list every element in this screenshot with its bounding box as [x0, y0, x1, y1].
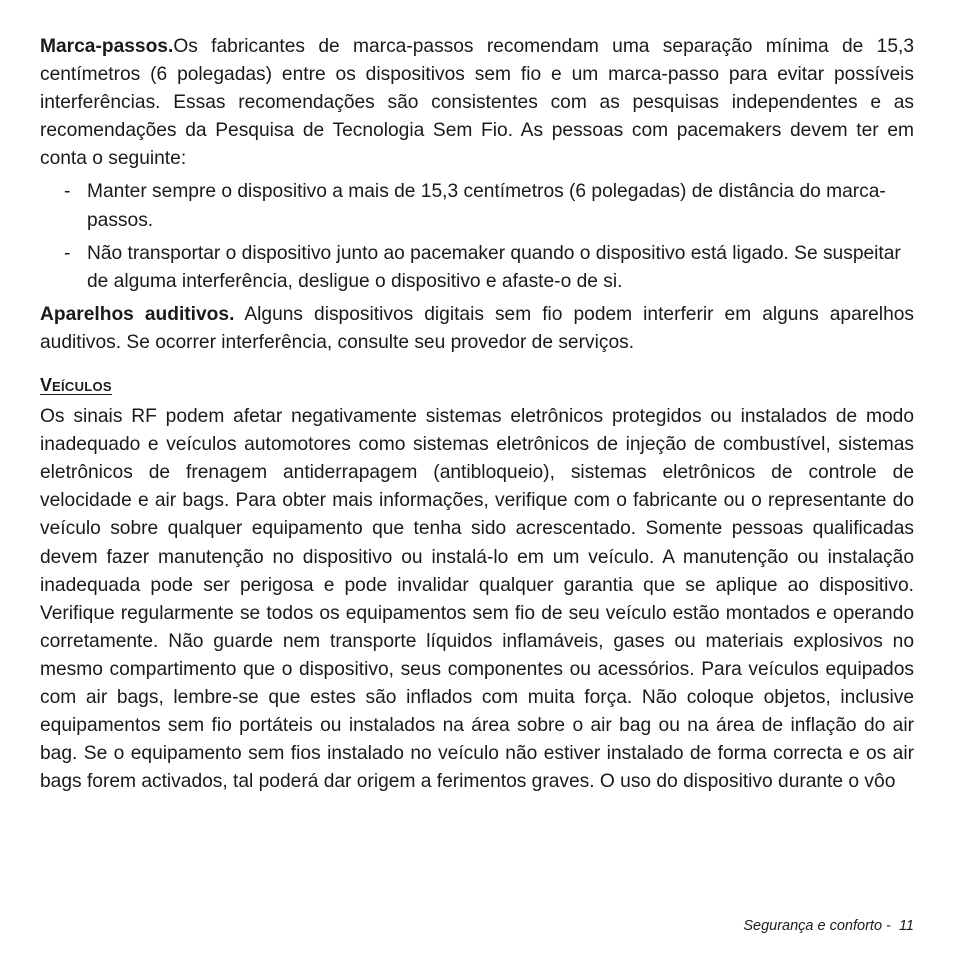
hearing-aids-paragraph — [40, 301, 914, 357]
list-item — [40, 240, 914, 296]
hearing-aids-text: Alguns dispositivos digitais sem fio podem interferir em alguns aparelhos auditivos. Se ocorrer interferência, consulte seu provedor de serviços. — [40, 303, 915, 353]
list-dash: - — [64, 242, 71, 264]
pacemakers-paragraph — [40, 33, 914, 173]
list-item-text: Não transportar o dispositivo junto ao pacemaker quando o dispositivo está ligado. Se suspeitar de alguma interferência, desligue o dispositivo e afaste-o de si. — [87, 242, 901, 292]
vehicles-paragraph: Os sinais RF podem afetar negativamente sistemas eletrônicos protegidos ou instalados de modo inadequado e veículos automotores como sistemas eletrônicos de injeção de combustível, sistemas eletrônicos de frenagem antiderrapagem (antibloqueio), sistemas eletrônicos de controle de velocidade e air bags. Para obter mais informações, verifique com o fabricante ou o representante do veículo sobre qualquer equipamento que tenha sido acrescentado. Somente pessoas qualificadas devem fazer manutenção no dispositivo ou instalá-lo em um veículo. A manutenção ou instalação inadequada pode ser perigosa e pode invalidar qualquer garantia que se aplique ao dispositivo. Verifique regularmente se todos os equipamentos sem fio de seu veículo estão montados e operando corretamente. Não guarde nem transporte líquidos inflamáveis, gases ou materiais explosivos no mesmo compartimento que o dispositivo, seus componentes ou acessórios. Para veículos equipados com air bags, lembre-se que estes são inflados com muita força. Não coloque objetos, inclusive equipamentos sem fio portáteis ou instalados na área sobre o air bag ou na área de inflação do air bag. Se o equipamento sem fios instalado no veículo não estiver instalado de forma correcta e os air bags forem activados, tal poderá dar origem a ferimentos graves. O uso do dispositivo durante o vôo — [40, 406, 914, 793]
pacemakers-title: Marca-passos. — [40, 36, 174, 57]
list-dash: - — [64, 181, 71, 203]
pacemakers-list — [40, 178, 914, 295]
document-body — [40, 33, 914, 796]
page-footer — [743, 918, 914, 934]
vehicles-heading — [40, 375, 914, 397]
pacemakers-text: Os fabricantes de marca-passos recomendam uma separação mínima de 15,3 centímetros (6 polegadas) entre os dispositivos sem fio e um marca-passo para evitar possíveis interferências. Essas recomendações são consistentes com as pesquisas independentes e as recomendações da Pesquisa de Tecnologia Sem Fio. As pessoas com pacemakers devem ter em conta o seguinte: — [40, 36, 914, 170]
vehicles-heading-rest: EÍCULOS — [52, 379, 112, 395]
list-item — [40, 178, 914, 234]
vehicles-heading-initial: V — [40, 375, 53, 396]
page-number: 11 — [898, 918, 914, 934]
list-item-text: Manter sempre o dispositivo a mais de 15,3 centímetros (6 polegadas) de distância do marca-passos. — [87, 181, 886, 231]
footer-section: Segurança e conforto - — [743, 918, 891, 934]
hearing-aids-title: Aparelhos auditivos. — [40, 303, 235, 325]
